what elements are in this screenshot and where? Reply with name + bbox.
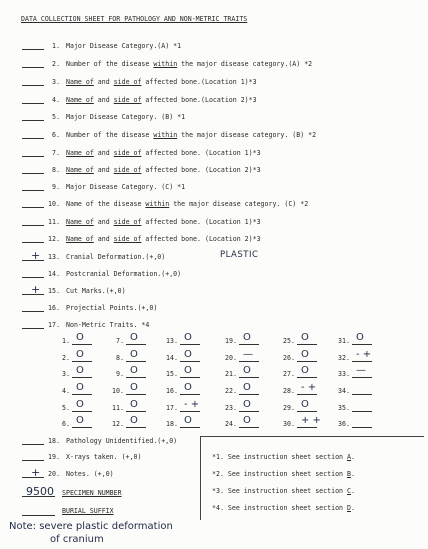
trait-blank[interactable] (72, 411, 92, 412)
label-text: Cranial Deformation.(+,0) (66, 253, 166, 261)
trait-number: 14. (166, 354, 178, 362)
item-number: 1. (52, 42, 60, 50)
instruction-box-top (200, 436, 424, 437)
item-number: 17. (48, 321, 60, 329)
trait-number: 12. (112, 420, 124, 428)
item-blank[interactable] (22, 207, 44, 208)
trait-value: O (130, 382, 138, 393)
trait-blank[interactable] (297, 344, 317, 345)
label-text: affected bone. (Location 2)*3 (141, 166, 261, 174)
underlined-term: within (153, 60, 178, 68)
item-blank[interactable] (22, 85, 44, 86)
label-text: Name of the disease (66, 200, 146, 208)
trait-number: 26. (283, 354, 295, 362)
item-blank[interactable] (22, 49, 44, 50)
trait-value: O (130, 415, 138, 426)
instruction-text: *2. See instruction sheet section (212, 470, 347, 478)
trait-value: O (301, 365, 309, 376)
trait-value: O (243, 382, 251, 393)
trait-number: 32. (338, 354, 350, 362)
item-number: 12. (48, 235, 60, 243)
label-text: and (93, 166, 114, 174)
trait-number: 16. (166, 387, 178, 395)
label-text: and (93, 78, 114, 86)
label-text: Major Disease Category. (B) *1 (66, 113, 186, 121)
section-letter: C (346, 487, 351, 495)
trait-number: 5. (62, 404, 70, 412)
section-letter: B (346, 470, 351, 478)
item-blank[interactable] (22, 444, 44, 445)
underlined-term: side of (113, 218, 142, 226)
item-number: 4. (52, 96, 60, 104)
trait-number: 31. (338, 337, 350, 345)
item-entry: + (31, 249, 41, 262)
instruction-note (212, 487, 355, 495)
trait-value: O (243, 365, 251, 376)
burial-suffix-label: BURIAL SUFFIX (62, 507, 114, 515)
trait-blank[interactable] (352, 361, 372, 362)
trait-value: + + (301, 415, 321, 426)
trait-value: O (184, 349, 192, 360)
trait-value: O (76, 399, 84, 410)
trait-value: O (243, 415, 251, 426)
item-number: 7. (52, 149, 60, 157)
trait-blank[interactable] (239, 361, 259, 362)
trait-value: O (356, 332, 364, 343)
label-text: the major disease category.(A) *2 (177, 60, 313, 68)
trait-blank[interactable] (239, 394, 259, 395)
label-text: Cut Marks.(+,0) (66, 287, 126, 295)
underlined-term: Name of (66, 235, 94, 243)
trait-number: 28. (283, 387, 295, 395)
label-text: Number of the disease (66, 131, 154, 139)
label-text: Postcranial Deformation.(+,0) (66, 270, 182, 278)
instruction-text: *3. See instruction sheet section (212, 487, 347, 495)
trait-number: 23. (225, 404, 237, 412)
trait-blank[interactable] (297, 394, 317, 395)
item-blank[interactable] (22, 67, 44, 68)
trait-value: — (356, 365, 366, 376)
trait-number: 33. (338, 370, 350, 378)
label-text: affected bone. (Location 1)*3 (141, 149, 261, 157)
item-blank[interactable] (22, 120, 44, 121)
underlined-term: Name of (66, 96, 94, 104)
label-text: Major Disease Category. (C) *1 (66, 183, 186, 191)
specimen-number-label: SPECIMEN NUMBER (62, 489, 122, 497)
trait-value: O (301, 399, 309, 410)
item-blank[interactable] (22, 328, 44, 329)
burial-suffix-blank[interactable] (22, 515, 55, 516)
underlined-term: within (145, 200, 170, 208)
trait-value: O (301, 332, 309, 343)
section-letter: A (346, 453, 351, 461)
trait-value: O (130, 332, 138, 343)
label-text: and (93, 149, 114, 157)
trait-number: 11. (112, 404, 124, 412)
trait-number: 34. (338, 387, 350, 395)
trait-value: O (76, 332, 84, 343)
trait-value: O (243, 399, 251, 410)
trait-number: 22. (225, 387, 237, 395)
underlined-term: side of (113, 235, 142, 243)
trait-value: O (76, 415, 84, 426)
underlined-term: Name of (66, 166, 94, 174)
period: . (350, 487, 355, 495)
item-blank[interactable] (22, 277, 44, 278)
trait-number: 21. (225, 370, 237, 378)
specimen-number-blank[interactable] (22, 496, 55, 497)
period: . (350, 504, 355, 512)
trait-value: O (243, 332, 251, 343)
item-blank[interactable] (22, 242, 44, 243)
trait-number: 13. (166, 337, 178, 345)
label-text: Non-Metric Traits. *4 (66, 321, 150, 329)
item-number: 6. (52, 131, 60, 139)
item-label (66, 253, 165, 261)
item-label (66, 113, 185, 121)
item-blank[interactable] (22, 103, 44, 104)
specimen-number-value: 9500 (26, 485, 54, 498)
item-handwritten-note: PLASTIC (220, 250, 259, 260)
trait-blank[interactable] (72, 361, 92, 362)
trait-number: 20. (225, 354, 237, 362)
item-label: Notes. (+,0) (66, 470, 114, 478)
item-number: 19. (48, 453, 60, 461)
item-number: 18. (48, 437, 60, 445)
item-label (66, 235, 261, 243)
trait-number: 2. (62, 354, 70, 362)
trait-blank[interactable] (126, 344, 146, 345)
item-label (66, 287, 126, 295)
trait-value: O (184, 365, 192, 376)
label-text: the major disease category. (B) *2 (177, 131, 317, 139)
item-number: 9. (52, 183, 60, 191)
instruction-note (212, 504, 355, 512)
trait-number: 24. (225, 420, 237, 428)
item-number: 13. (48, 253, 60, 261)
trait-value: O (130, 399, 138, 410)
item-blank[interactable] (22, 460, 44, 461)
item-number: 2. (52, 60, 60, 68)
trait-value: O (76, 349, 84, 360)
item-label (66, 42, 181, 50)
trait-blank[interactable] (239, 427, 259, 428)
item-label (66, 131, 316, 139)
trait-number: 4. (62, 387, 70, 395)
trait-blank[interactable] (352, 427, 372, 428)
trait-value: - + (184, 399, 200, 410)
item-blank[interactable] (22, 138, 44, 139)
trait-blank[interactable] (180, 394, 200, 395)
label-text: Major Disease Category.(A) *1 (66, 42, 182, 50)
item-label (66, 78, 257, 86)
trait-blank[interactable] (126, 377, 146, 378)
period: . (350, 470, 355, 478)
trait-number: 17. (166, 404, 178, 412)
trait-number: 19. (225, 337, 237, 345)
label-text: affected bone.(Location 1)*3 (141, 78, 257, 86)
trait-value: O (130, 365, 138, 376)
item-label (66, 218, 261, 226)
label-text: affected bone. (Location 1)*3 (141, 218, 261, 226)
underlined-term: Name of (66, 78, 94, 86)
trait-value: — (243, 349, 253, 360)
handwritten-note-line2: of cranium (50, 534, 104, 545)
trait-value: - + (301, 382, 317, 393)
trait-number: 35. (338, 404, 350, 412)
trait-number: 6. (62, 420, 70, 428)
trait-blank[interactable] (352, 394, 372, 395)
item-number: 16. (48, 304, 60, 312)
trait-blank[interactable] (180, 361, 200, 362)
item-number: 14. (48, 270, 60, 278)
trait-value: O (184, 415, 192, 426)
trait-blank[interactable] (239, 377, 259, 378)
item-blank[interactable] (22, 173, 44, 174)
item-number: 20. (48, 470, 60, 478)
trait-value: O (301, 349, 309, 360)
trait-value: O (76, 382, 84, 393)
item-number: 8. (52, 166, 60, 174)
period: . (350, 453, 355, 461)
trait-number: 10. (112, 387, 124, 395)
trait-number: 30. (283, 420, 295, 428)
underlined-term: side of (113, 166, 142, 174)
label-text: and (93, 235, 114, 243)
item-label (66, 96, 257, 104)
trait-number: 7. (116, 337, 124, 345)
trait-blank[interactable] (180, 344, 200, 345)
trait-blank[interactable] (239, 344, 259, 345)
underlined-term: side of (113, 96, 142, 104)
label-text: and (93, 96, 114, 104)
underlined-term: side of (113, 78, 142, 86)
instruction-box-border (200, 436, 201, 520)
trait-blank[interactable] (239, 411, 259, 412)
trait-blank[interactable] (297, 427, 317, 428)
trait-blank[interactable] (72, 427, 92, 428)
trait-number: 8. (116, 354, 124, 362)
trait-number: 3. (62, 370, 70, 378)
handwritten-note-line1: Note: severe plastic deformation (9, 521, 173, 532)
trait-blank[interactable] (352, 377, 372, 378)
item-label (66, 166, 261, 174)
label-text: Number of the disease (66, 60, 154, 68)
label-text: affected bone. (Location 2)*3 (141, 235, 261, 243)
trait-blank[interactable] (126, 427, 146, 428)
item-label (66, 60, 312, 68)
underlined-term: Name of (66, 218, 94, 226)
item-blank[interactable] (22, 156, 44, 157)
item-blank[interactable] (22, 225, 44, 226)
trait-blank[interactable] (180, 411, 200, 412)
underlined-term: within (153, 131, 178, 139)
trait-blank[interactable] (297, 411, 317, 412)
item-blank[interactable] (22, 311, 44, 312)
item-label (66, 304, 157, 312)
trait-value: O (184, 332, 192, 343)
item-blank[interactable] (22, 190, 44, 191)
instruction-text: *4. See instruction sheet section (212, 504, 347, 512)
trait-blank[interactable] (180, 377, 200, 378)
item-label: X-rays taken. (+,0) (66, 453, 142, 461)
item-label (66, 149, 261, 157)
trait-value: O (130, 349, 138, 360)
item-number: 3. (52, 78, 60, 86)
trait-blank[interactable] (352, 344, 372, 345)
trait-blank[interactable] (297, 361, 317, 362)
trait-number: 9. (116, 370, 124, 378)
trait-number: 15. (166, 370, 178, 378)
label-text: affected bone.(Location 2)*3 (141, 96, 257, 104)
trait-number: 27. (283, 370, 295, 378)
trait-number: 25. (283, 337, 295, 345)
item-label (66, 321, 149, 329)
trait-number: 1. (62, 337, 70, 345)
trait-value: - + (356, 349, 372, 360)
instruction-note (212, 453, 355, 461)
trait-blank[interactable] (72, 394, 92, 395)
trait-number: 36. (338, 420, 350, 428)
underlined-term: side of (113, 149, 142, 157)
instruction-note (212, 470, 355, 478)
label-text: Projectial Points.(+,0) (66, 304, 158, 312)
item-number: 10. (48, 200, 60, 208)
trait-number: 29. (283, 404, 295, 412)
item-label (66, 200, 308, 208)
trait-blank[interactable] (352, 411, 372, 412)
trait-number: 18. (166, 420, 178, 428)
trait-blank[interactable] (126, 361, 146, 362)
instruction-text: *1. See instruction sheet section (212, 453, 347, 461)
trait-value: O (184, 382, 192, 393)
item-label: Pathology Unidentified.(+,0) (66, 437, 178, 445)
label-text: and (93, 218, 114, 226)
section-letter: D (346, 504, 351, 512)
trait-value: O (76, 365, 84, 376)
underlined-term: Name of (66, 149, 94, 157)
item-number: 5. (52, 113, 60, 121)
trait-blank[interactable] (180, 427, 200, 428)
trait-blank[interactable] (126, 411, 146, 412)
item-entry: + (31, 466, 41, 479)
item-entry: + (31, 283, 41, 296)
item-number: 15. (48, 287, 60, 295)
page-title: DATA COLLECTION SHEET FOR PATHOLOGY AND NON-METRIC TRAITS (21, 15, 248, 23)
item-number: 11. (48, 218, 60, 226)
item-label (66, 270, 181, 278)
trait-blank[interactable] (72, 344, 92, 345)
label-text: the major disease category. (C) *2 (169, 200, 309, 208)
trait-blank[interactable] (72, 377, 92, 378)
item-label (66, 183, 185, 191)
trait-blank[interactable] (126, 394, 146, 395)
trait-blank[interactable] (297, 377, 317, 378)
